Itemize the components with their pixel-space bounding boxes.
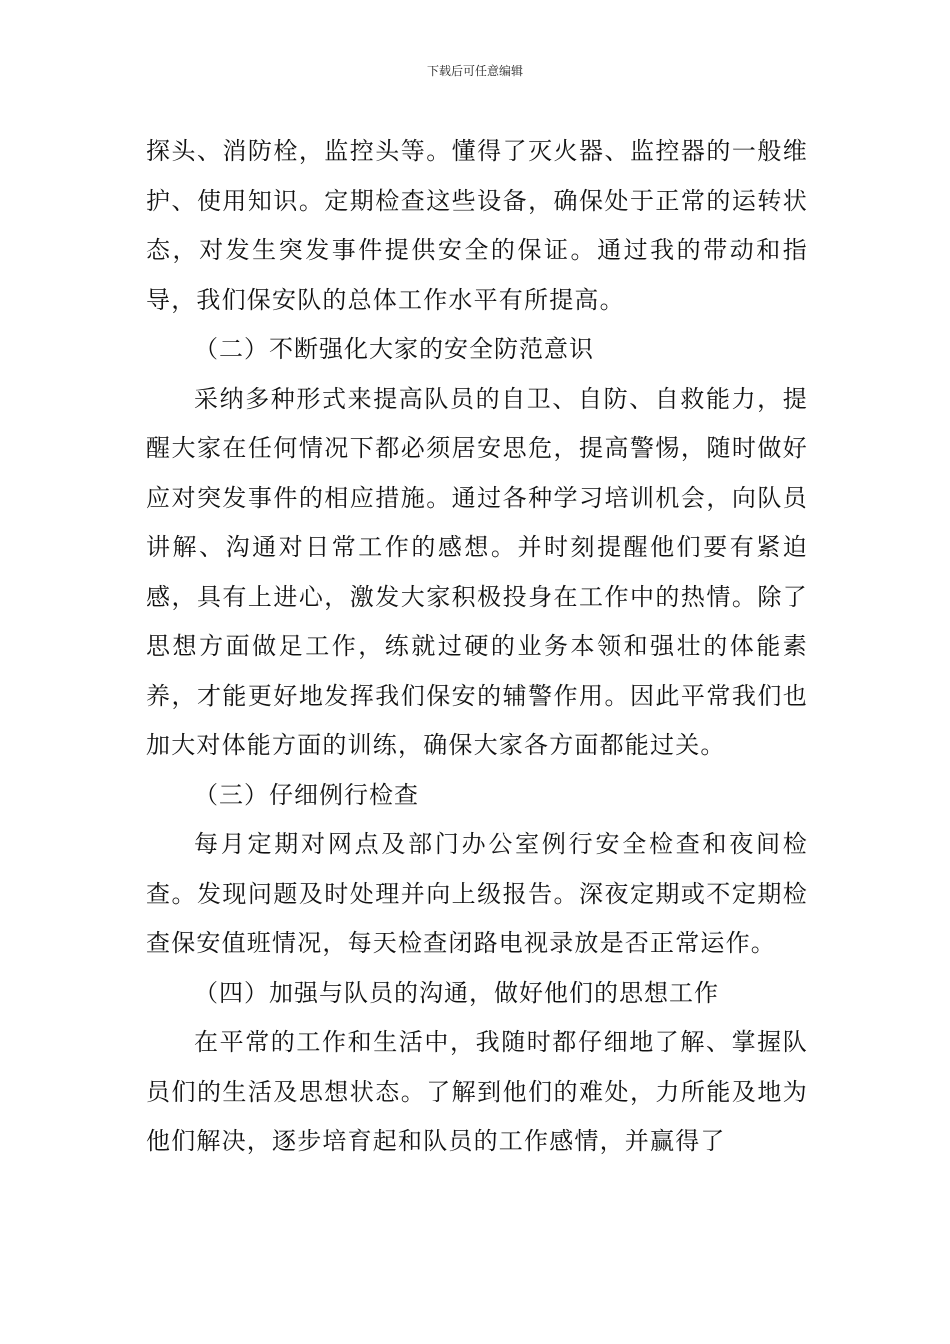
section-heading-3: （三）仔细例行检查 — [194, 780, 419, 809]
paragraph-communication: 在平常的工作和生活中，我随时都仔细地了解、掌握队员们的生活及思想状态。了解到他们的难处，力所能及地为他们解决，逐步培育起和队员的工作感情，并赢得了 — [146, 1028, 808, 1155]
paragraph-safety-awareness: 采纳多种形式来提高队员的自卫、自防、自救能力，提醒大家在任何情况下都必须居安思危，提高警惕，随时做好应对突发事件的相应措施。通过各种学习培训机会，向队员讲解、沟通对日常工作的感想。并时刻提醒他们要有紧迫感，具有上进心，激发大家积极投身在工作中的热情。除了思想方面做足工作，练就过硬的业务本领和强壮的体能素养，才能更好地发挥我们保安的辅警作用。因此平常我们也加大对体能方面的训练，确保大家各方面都能过关。 — [146, 384, 808, 759]
section-heading-2: （二）不断强化大家的安全防范意识 — [194, 335, 594, 363]
section-heading-4: （四）加强与队员的沟通，做好他们的思想工作 — [194, 978, 719, 1007]
page-header: 下载后可任意编辑 — [426, 64, 523, 78]
paragraph-routine-inspection: 每月定期对网点及部门办公室例行安全检查和夜间检查。发现问题及时处理并向上级报告。深夜定期或不定期检查保安值班情况，每天检查闭路电视录放是否正常运作。 — [146, 830, 808, 957]
document-body — [146, 127, 808, 1167]
paragraph-continuation: 探头、消防栓，监控头等。懂得了灭火器、监控器的一般维护、使用知识。定期检查这些设备，确保处于正常的运转状态，对发生突发事件提供安全的保证。通过我的带动和指导，我们保安队的总体工作水平有所提高。 — [146, 137, 808, 314]
